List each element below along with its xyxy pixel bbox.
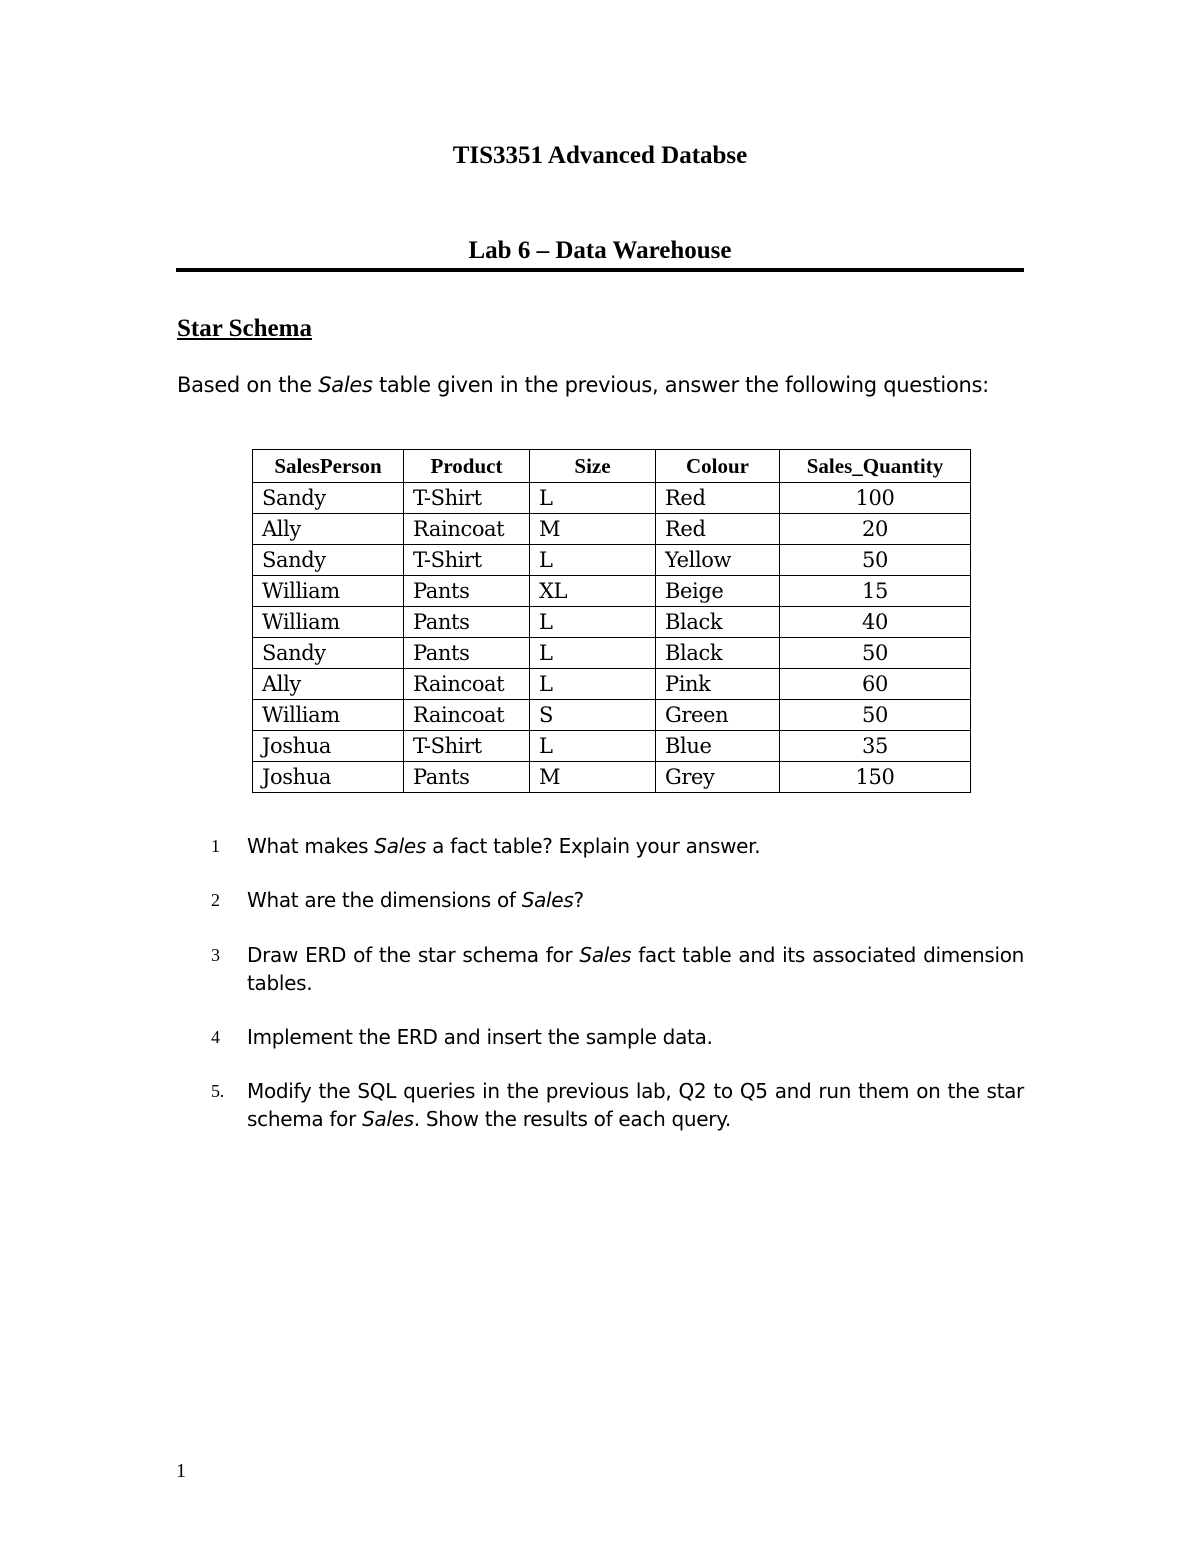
table-cell: L [530, 607, 656, 638]
table-cell: Yellow [656, 545, 780, 576]
intro-paragraph [177, 373, 989, 397]
page-number: 1 [176, 1460, 186, 1482]
table-cell: 60 [780, 669, 971, 700]
table-row [253, 576, 971, 607]
table-cell: 100 [780, 483, 971, 514]
question-number: 3 [211, 945, 220, 965]
question-emphasis: Sales [579, 943, 632, 967]
question-number: 2 [211, 890, 220, 910]
table-cell: L [530, 669, 656, 700]
question-text-before: What are the dimensions of [247, 888, 522, 912]
table-cell: Pink [656, 669, 780, 700]
table-row [253, 545, 971, 576]
table-cell: Beige [656, 576, 780, 607]
question-emphasis: Sales [374, 834, 427, 858]
table-cell: Joshua [253, 762, 404, 793]
table-cell: 40 [780, 607, 971, 638]
table-cell: XL [530, 576, 656, 607]
table-cell: L [530, 731, 656, 762]
question-text-after: . Show the results of each query. [413, 1107, 731, 1131]
table-cell: L [530, 545, 656, 576]
table-cell: Black [656, 607, 780, 638]
table-cell: Joshua [253, 731, 404, 762]
question-list [177, 832, 1024, 1133]
question-item [177, 886, 1024, 914]
table-header-row [253, 450, 971, 483]
table-cell: 150 [780, 762, 971, 793]
lab-title: Lab 6 – Data Warehouse [468, 237, 732, 264]
table-cell: 50 [780, 638, 971, 669]
course-title: TIS3351 Advanced Databse [452, 142, 748, 169]
table-row [253, 638, 971, 669]
table-cell: William [253, 700, 404, 731]
table-row [253, 700, 971, 731]
table-cell: Black [656, 638, 780, 669]
question-emphasis: Sales [521, 888, 574, 912]
table-cell: Grey [656, 762, 780, 793]
table-cell: Raincoat [404, 669, 530, 700]
table-row [253, 762, 971, 793]
table-cell: Raincoat [404, 514, 530, 545]
table-cell: Pants [404, 638, 530, 669]
question-item [177, 941, 1024, 997]
column-header: Size [530, 450, 656, 483]
table-cell: Sandy [253, 545, 404, 576]
table-cell: 50 [780, 700, 971, 731]
table-cell: Raincoat [404, 700, 530, 731]
question-text-after: a fact table? Explain your answer. [426, 834, 761, 858]
table-row [253, 607, 971, 638]
question-text-before: Draw ERD of the star schema for [247, 943, 580, 967]
question-text-before: Modify the SQL queries in the previous lab, Q2 to Q5 and run them on the star schema for [247, 1079, 1024, 1131]
table-cell: T-Shirt [404, 545, 530, 576]
intro-table-name: Sales [318, 373, 373, 397]
question-emphasis: Sales [362, 1107, 414, 1131]
table-cell: T-Shirt [404, 483, 530, 514]
question-item [177, 1077, 1024, 1133]
question-number: 5. [211, 1081, 224, 1101]
column-header: Sales_Quantity [780, 450, 971, 483]
table-cell: Blue [656, 731, 780, 762]
table-cell: S [530, 700, 656, 731]
question-text [247, 888, 584, 912]
intro-text-after: table given in the previous, answer the following questions: [372, 373, 989, 397]
table-cell: L [530, 638, 656, 669]
table-cell: Pants [404, 762, 530, 793]
table-row [253, 669, 971, 700]
title-divider [176, 268, 1024, 272]
table-cell: Ally [253, 669, 404, 700]
question-text [247, 1025, 713, 1049]
table-cell: Pants [404, 576, 530, 607]
column-header: SalesPerson [253, 450, 404, 483]
table-cell: William [253, 607, 404, 638]
table-cell: Sandy [253, 638, 404, 669]
question-text [247, 834, 760, 858]
question-item [177, 832, 1024, 860]
table-cell: 20 [780, 514, 971, 545]
table-cell: Sandy [253, 483, 404, 514]
question-text-after: ? [573, 888, 584, 912]
table-cell: L [530, 483, 656, 514]
column-header: Colour [656, 450, 780, 483]
table-cell: 15 [780, 576, 971, 607]
question-number: 1 [211, 836, 220, 856]
question-text [247, 943, 1024, 995]
question-text-after: fact table and its associated dimension tables. [247, 943, 1025, 995]
section-heading: Star Schema [177, 315, 312, 342]
question-number: 4 [211, 1027, 220, 1047]
question-item [177, 1023, 1024, 1051]
table-cell: William [253, 576, 404, 607]
table-cell: 50 [780, 545, 971, 576]
question-text-before: What makes [247, 834, 375, 858]
table-cell: T-Shirt [404, 731, 530, 762]
table-cell: Red [656, 514, 780, 545]
table-cell: 35 [780, 731, 971, 762]
sales-table [252, 449, 971, 793]
table-cell: Red [656, 483, 780, 514]
table-cell: Pants [404, 607, 530, 638]
question-text-before: Implement the ERD and insert the sample data. [247, 1025, 713, 1049]
table-cell: M [530, 762, 656, 793]
table-cell: Ally [253, 514, 404, 545]
table-cell: Green [656, 700, 780, 731]
question-text [247, 1079, 1024, 1131]
table-row [253, 514, 971, 545]
table-cell: M [530, 514, 656, 545]
column-header: Product [404, 450, 530, 483]
intro-text-before: Based on the [177, 373, 319, 397]
table-row [253, 731, 971, 762]
table-row [253, 483, 971, 514]
